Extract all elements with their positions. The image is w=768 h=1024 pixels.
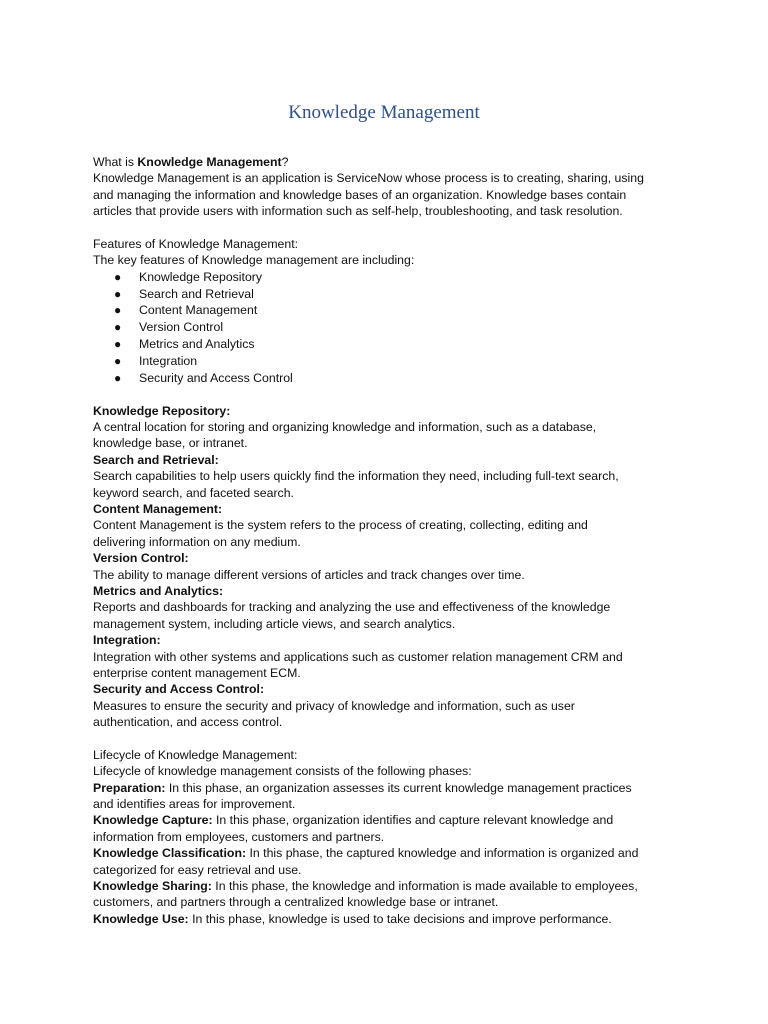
detail-line: Reports and dashboards for tracking and analyzing the use and effectiveness of the knowledge: [93, 600, 611, 615]
phase-line: information from employees, customers and partners.: [93, 829, 385, 844]
features-list: [93, 269, 683, 387]
bullet-icon: ●: [114, 286, 122, 301]
detail-line: knowledge base, or intranet.: [93, 436, 248, 451]
phase-name: Knowledge Capture:: [93, 813, 213, 828]
phase-line: and identifies areas for improvement.: [93, 797, 296, 812]
bullet-icon: ●: [114, 320, 122, 335]
list-item: [93, 269, 683, 286]
detail-heading-text: Content Management:: [93, 502, 223, 517]
list-item: [93, 286, 683, 303]
detail-line: keyword search, and faceted search.: [93, 485, 294, 500]
list-item-label: Knowledge Repository: [139, 269, 263, 284]
phase-line: [93, 911, 683, 927]
intro-question-term: Knowledge Management: [137, 155, 282, 169]
list-item-label: Metrics and Analytics: [139, 336, 255, 351]
detail-line: delivering information on any medium.: [93, 534, 301, 549]
bullet-icon: ●: [114, 303, 122, 318]
detail-line: Search capabilities to help users quickly find the information they need, including full-text search,: [93, 469, 619, 484]
document-body: [93, 154, 683, 927]
list-item: [93, 302, 683, 319]
intro-line: and managing the information and knowledge bases of an organization. Knowledge bases contain: [93, 187, 627, 202]
detail-heading: [93, 583, 683, 599]
detail-line: enterprise content management ECM.: [93, 665, 301, 680]
list-item-label: Security and Access Control: [139, 370, 293, 385]
phase-line: [93, 780, 683, 796]
list-item-label: Content Management: [139, 303, 258, 318]
lifecycle-heading: Lifecycle of Knowledge Management:: [93, 747, 298, 762]
intro-question: [93, 154, 683, 170]
phase-name: Knowledge Sharing:: [93, 879, 212, 894]
phase-line: [93, 812, 683, 828]
detail-heading: [93, 632, 683, 648]
list-item: [93, 319, 683, 336]
detail-heading-text: Knowledge Repository:: [93, 403, 231, 418]
detail-heading: [93, 501, 683, 517]
phase-name: Knowledge Classification:: [93, 846, 247, 861]
phase-text: In this phase, an organization assesses its current knowledge management practices: [165, 780, 632, 795]
detail-heading: [93, 681, 683, 697]
features-lead: The key features of Knowledge management are including:: [93, 253, 415, 268]
phase-text: In this phase, knowledge is used to take decisions and improve performance.: [188, 911, 612, 926]
bullet-icon: ●: [114, 353, 122, 368]
detail-heading: [93, 452, 683, 468]
phase-line: categorized for easy retrieval and use.: [93, 862, 302, 877]
detail-line: authentication, and access control.: [93, 715, 283, 730]
phase-text: In this phase, the knowledge and information is made available to employees,: [211, 879, 638, 894]
bullet-icon: ●: [114, 370, 122, 385]
detail-heading-text: Integration:: [93, 633, 161, 648]
phase-name: Preparation:: [93, 780, 166, 795]
detail-line: A central location for storing and organizing knowledge and information, such as a database,: [93, 420, 597, 435]
detail-heading-text: Version Control:: [93, 551, 189, 566]
phase-text: In this phase, the captured knowledge and information is organized and: [246, 846, 639, 861]
page-title: Knowledge Management: [288, 102, 480, 123]
detail-line: The ability to manage different versions of articles and track changes over time.: [93, 567, 525, 582]
detail-heading-text: Search and Retrieval:: [93, 452, 219, 467]
bullet-icon: ●: [114, 269, 122, 284]
detail-heading: [93, 403, 683, 419]
detail-heading-text: Metrics and Analytics:: [93, 584, 224, 598]
list-item-label: Version Control: [139, 320, 224, 335]
list-item-label: Integration: [139, 353, 198, 368]
detail-line: Content Management is the system refers to the process of creating, collecting, editing and: [93, 518, 588, 533]
intro-question-suffix: ?: [281, 155, 289, 169]
phase-line: [93, 845, 683, 861]
phase-line: customers, and partners through a centralized knowledge base or intranet.: [93, 895, 499, 910]
list-item: [93, 353, 683, 370]
bullet-icon: ●: [114, 336, 122, 351]
intro-line: articles that provide users with information such as self-help, troubleshooting, and task resolution.: [93, 204, 623, 219]
detail-line: Measures to ensure the security and privacy of knowledge and information, such as user: [93, 698, 575, 713]
phase-name: Knowledge Use:: [93, 911, 189, 926]
detail-heading: [93, 550, 683, 566]
list-item: [93, 336, 683, 353]
detail-line: management system, including article views, and search analytics.: [93, 616, 456, 631]
list-item: [93, 370, 683, 387]
intro-line: Knowledge Management is an application is ServiceNow whose process is to creating, sharing, using: [93, 171, 644, 186]
detail-heading-text: Security and Access Control:: [93, 682, 265, 697]
phase-line: [93, 878, 683, 894]
lifecycle-lead: Lifecycle of knowledge management consists of the following phases:: [93, 764, 472, 779]
list-item-label: Search and Retrieval: [139, 286, 254, 301]
phase-text: In this phase, organization identifies and capture relevant knowledge and: [212, 813, 614, 828]
intro-question-prefix: What is: [93, 155, 138, 169]
detail-line: Integration with other systems and applications such as customer relation management CRM and: [93, 649, 623, 664]
features-heading: Features of Knowledge Management:: [93, 236, 299, 251]
